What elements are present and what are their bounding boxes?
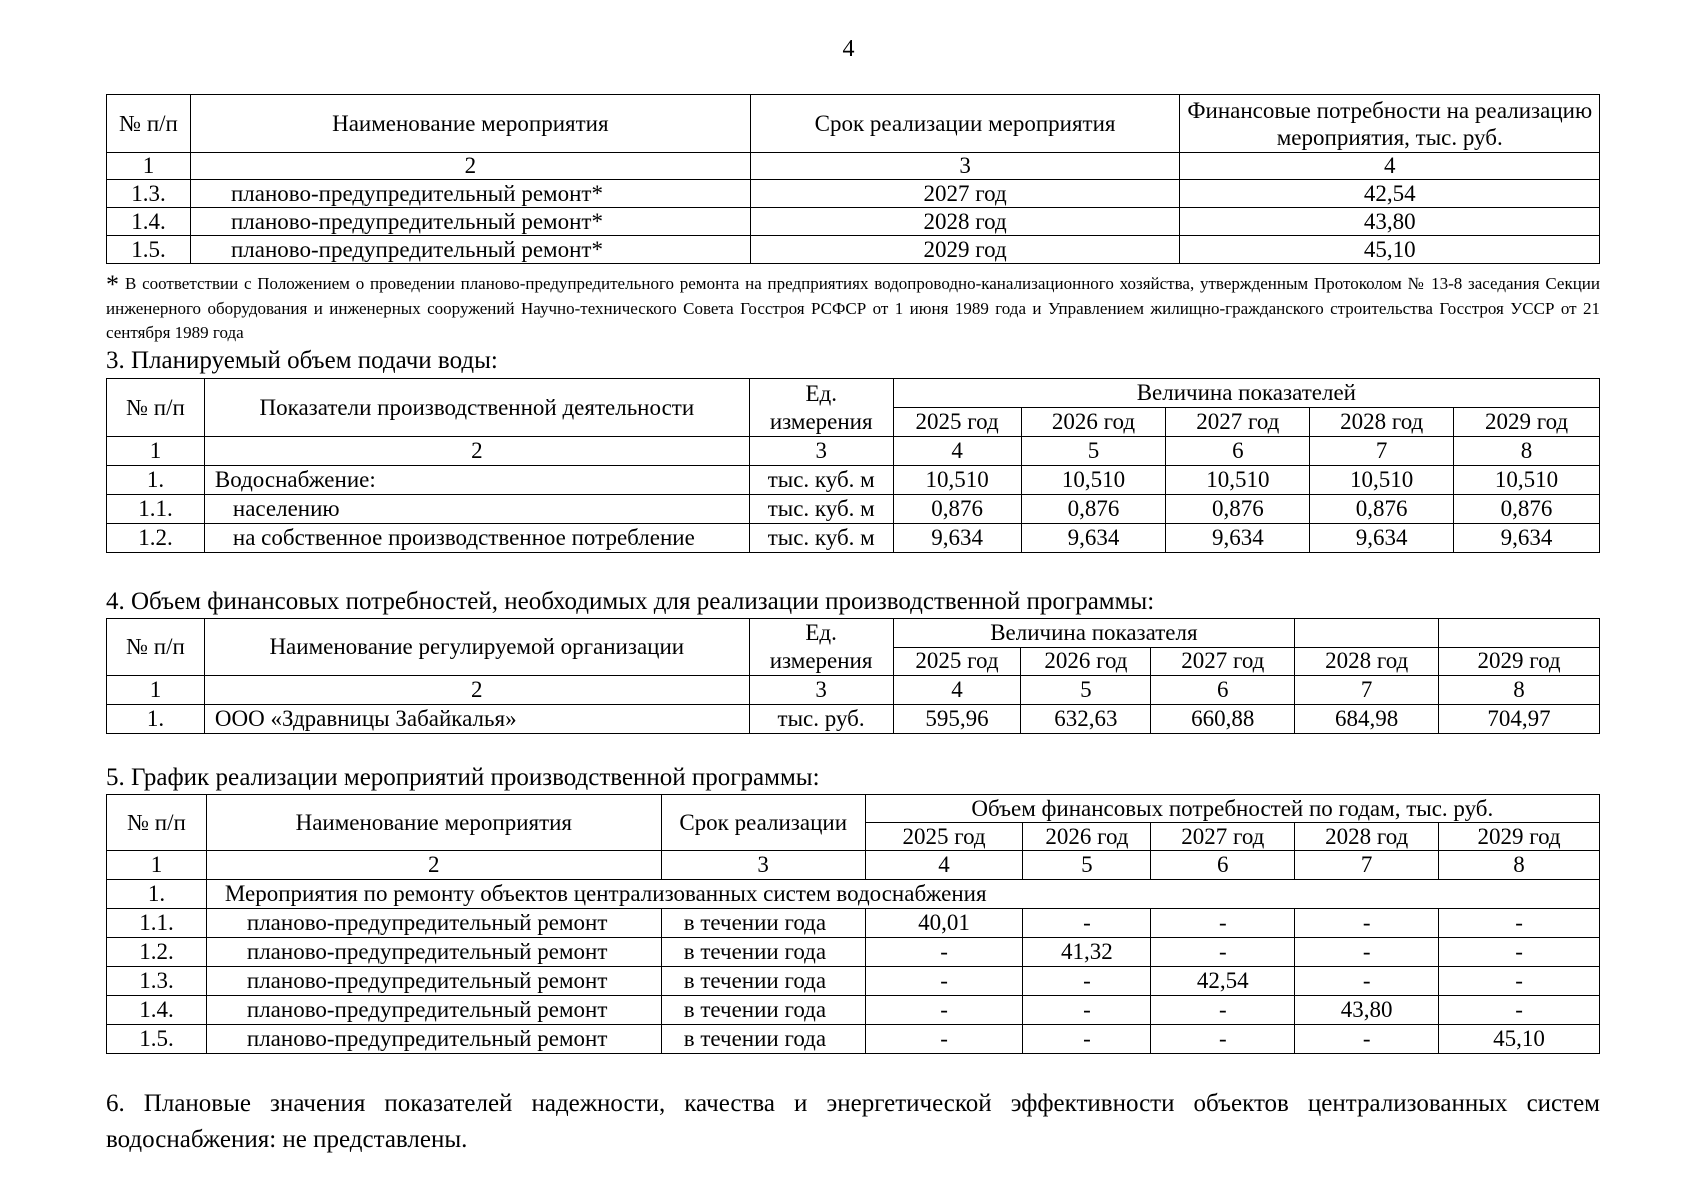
cell-value: 660,88 [1151,705,1295,734]
cell-unit: тыс. куб. м [749,466,893,495]
section5-title: 5. График реализации мероприятий производственной программы: [106,764,820,791]
cell-value: - [1439,996,1600,1025]
header-year: 2028 год [1295,647,1439,676]
cell-value: 10,510 [1310,466,1454,495]
header-year: 2025 год [893,408,1021,437]
cell-name: на собственное производственное потребление [204,524,749,553]
table-row [107,180,1600,208]
cell-value: 10,510 [893,466,1021,495]
table-row [107,705,1600,734]
footnote [106,272,1600,345]
cell-num: 1.5. [107,1025,207,1054]
table-row [107,996,1600,1025]
cell-value: - [865,1025,1023,1054]
cell-name: планово-предупредительный ремонт [206,909,661,938]
cell-value: - [865,996,1023,1025]
col-number: 4 [1180,153,1600,180]
table-header-row [107,379,1600,408]
cell-term: в течении года [661,967,865,996]
page-number: 4 [842,36,855,62]
cell-num: 1.1. [107,909,207,938]
cell-value: 0,876 [1166,495,1310,524]
header-unit: Ед. измерения [749,619,893,676]
cell-num: 1.3. [107,967,207,996]
header-year: 2027 год [1151,823,1295,851]
col-number: 8 [1439,676,1600,705]
header-num: № п/п [107,379,205,437]
footnote-text: В соответствии с Положением о проведении планово-предупредительного ремонта на предприятиях водопроводно-канализационного хозяйства, утвержденным Протоколом № 13-8 заседания Секции инженерного оборудования и инженерных сооружений Научно-технического Совета Госстроя РСФСР от 1 июня 1989 года и Управлением жилищно-гражданского строительства Госстроя УССР от 21 сентября 1989 года [106,274,1600,342]
col-number: 6 [1151,676,1295,705]
col-number: 7 [1295,676,1439,705]
cell-group-name: Мероприятия по ремонту объектов централизованных систем водоснабжения [206,880,1599,909]
table-row [107,495,1600,524]
cell-value: 41,32 [1023,938,1151,967]
col-number: 3 [749,437,893,466]
header-year: 2026 год [1023,823,1151,851]
cell-value: - [1295,909,1439,938]
cell-value: - [1151,1025,1295,1054]
cell-name: Водоснабжение: [204,466,749,495]
activities-table [106,94,1600,264]
header-year: 2029 год [1454,408,1600,437]
section6-text: 6. Плановые значения показателей надежности, качества и энергетической эффективности объектов централизованных систем водоснабжения: не представлены. [106,1090,1600,1153]
header-year: 2029 год [1439,823,1600,851]
cell-unit: тыс. куб. м [749,495,893,524]
header-empty [1295,619,1439,648]
table-row [107,909,1600,938]
cell-value: - [1023,967,1151,996]
cell-value: - [1295,967,1439,996]
cell-name: планово-предупредительный ремонт [206,996,661,1025]
cell-value: - [1151,996,1295,1025]
col-number: 8 [1439,851,1600,880]
schedule-table [106,794,1600,1054]
cell-name: планово-предупредительный ремонт* [190,208,750,236]
cell-value: 595,96 [893,705,1021,734]
header-year: 2029 год [1439,647,1600,676]
cell-value: 45,10 [1439,1025,1600,1054]
col-number: 5 [1023,851,1151,880]
header-num: № п/п [107,795,207,851]
col-number: 1 [107,676,205,705]
cell-value: - [1023,1025,1151,1054]
cell-value: - [1295,938,1439,967]
group-row [107,880,1600,909]
water-supply-table [106,378,1600,553]
cell-num: 1.5. [107,236,191,264]
cell-value: 43,80 [1295,996,1439,1025]
cell-name: планово-предупредительный ремонт* [190,180,750,208]
column-number-row [107,437,1600,466]
cell-value: 704,97 [1439,705,1600,734]
col-number: 6 [1166,437,1310,466]
col-number: 3 [661,851,865,880]
cell-value: 10,510 [1021,466,1166,495]
col-number: 7 [1295,851,1439,880]
cell-term: 2029 год [750,236,1180,264]
table-row [107,1025,1600,1054]
cell-value: 43,80 [1180,208,1600,236]
cell-term: в течении года [661,1025,865,1054]
col-number: 1 [107,437,205,466]
col-number: 5 [1021,676,1151,705]
table-header-row [107,795,1600,823]
col-number: 4 [893,437,1021,466]
col-number: 3 [749,676,893,705]
cell-num: 1. [107,880,207,909]
header-empty [1439,619,1600,648]
header-finance: Финансовые потребности на реализацию мероприятия, тыс. руб. [1180,95,1600,153]
table-row [107,466,1600,495]
col-number: 4 [865,851,1023,880]
cell-term: 2027 год [750,180,1180,208]
cell-value: - [1023,909,1151,938]
cell-unit: тыс. куб. м [749,524,893,553]
col-number: 8 [1454,437,1600,466]
column-number-row [107,153,1600,180]
cell-name: планово-предупредительный ремонт [206,967,661,996]
column-number-row [107,676,1600,705]
header-num: № п/п [107,619,205,676]
col-number: 4 [893,676,1021,705]
cell-value: 42,54 [1180,180,1600,208]
cell-num: 1.2. [107,938,207,967]
footnote-star: * [106,270,119,299]
header-year: 2026 год [1021,408,1166,437]
cell-unit: тыс. руб. [749,705,893,734]
cell-value: 10,510 [1166,466,1310,495]
cell-value: 9,634 [1166,524,1310,553]
cell-term: в течении года [661,938,865,967]
header-term: Срок реализации [661,795,865,851]
cell-num: 1.2. [107,524,205,553]
cell-value: - [1439,967,1600,996]
cell-value: 0,876 [893,495,1021,524]
cell-name: планово-предупредительный ремонт* [190,236,750,264]
cell-name: ООО «Здравницы Забайкалья» [204,705,749,734]
header-name: Наименование мероприятия [190,95,750,153]
cell-value: 42,54 [1151,967,1295,996]
financial-needs-table [106,618,1600,734]
cell-value: - [1023,996,1151,1025]
header-name: Показатели производственной деятельности [204,379,749,437]
table-header-row [107,95,1600,153]
header-name: Наименование регулируемой организации [204,619,749,676]
cell-name: планово-предупредительный ремонт [206,938,661,967]
cell-term: в течении года [661,996,865,1025]
cell-value: - [1439,938,1600,967]
cell-name: планово-предупредительный ремонт [206,1025,661,1054]
header-year: 2028 год [1295,823,1439,851]
col-number: 2 [206,851,661,880]
cell-value: 9,634 [893,524,1021,553]
cell-value: - [865,967,1023,996]
col-number: 1 [107,851,207,880]
cell-num: 1. [107,705,205,734]
header-year: 2028 год [1310,408,1454,437]
header-year: 2025 год [893,647,1021,676]
header-group: Объем финансовых потребностей по годам, тыс. руб. [865,795,1599,823]
col-number: 2 [204,676,749,705]
cell-num: 1.1. [107,495,205,524]
cell-num: 1.3. [107,180,191,208]
cell-value: - [1151,909,1295,938]
header-year: 2026 год [1021,647,1151,676]
cell-value: 0,876 [1454,495,1600,524]
col-number: 1 [107,153,191,180]
cell-term: 2028 год [750,208,1180,236]
col-number: 7 [1310,437,1454,466]
col-number: 2 [204,437,749,466]
header-name: Наименование мероприятия [206,795,661,851]
col-number: 2 [190,153,750,180]
cell-value: 9,634 [1310,524,1454,553]
section4-title: 4. Объем финансовых потребностей, необходимых для реализации производственной программы: [106,588,1155,615]
cell-value: - [1151,938,1295,967]
cell-value: 0,876 [1310,495,1454,524]
col-number: 3 [750,153,1180,180]
header-group: Величина показателей [893,379,1599,408]
table-row [107,938,1600,967]
cell-name: населению [204,495,749,524]
cell-value: - [865,938,1023,967]
header-num: № п/п [107,95,191,153]
cell-num: 1. [107,466,205,495]
table-row [107,208,1600,236]
cell-value: - [1295,1025,1439,1054]
cell-value: 40,01 [865,909,1023,938]
cell-term: в течении года [661,909,865,938]
header-year: 2025 год [865,823,1023,851]
table-row [107,236,1600,264]
cell-value: 632,63 [1021,705,1151,734]
header-term: Срок реализации мероприятия [750,95,1180,153]
cell-value: 684,98 [1295,705,1439,734]
table-row [107,967,1600,996]
col-number: 5 [1021,437,1166,466]
table-header-row [107,619,1600,648]
column-number-row [107,851,1600,880]
cell-value: 10,510 [1454,466,1600,495]
cell-value: 45,10 [1180,236,1600,264]
cell-value: 0,876 [1021,495,1166,524]
header-year: 2027 год [1151,647,1295,676]
section3-title: 3. Планируемый объем подачи воды: [106,347,498,374]
cell-value: - [1439,909,1600,938]
header-unit: Ед. измерения [749,379,893,437]
header-group: Величина показателя [893,619,1295,648]
cell-num: 1.4. [107,208,191,236]
header-year: 2027 год [1166,408,1310,437]
cell-num: 1.4. [107,996,207,1025]
col-number: 6 [1151,851,1295,880]
cell-value: 9,634 [1454,524,1600,553]
table-row [107,524,1600,553]
cell-value: 9,634 [1021,524,1166,553]
